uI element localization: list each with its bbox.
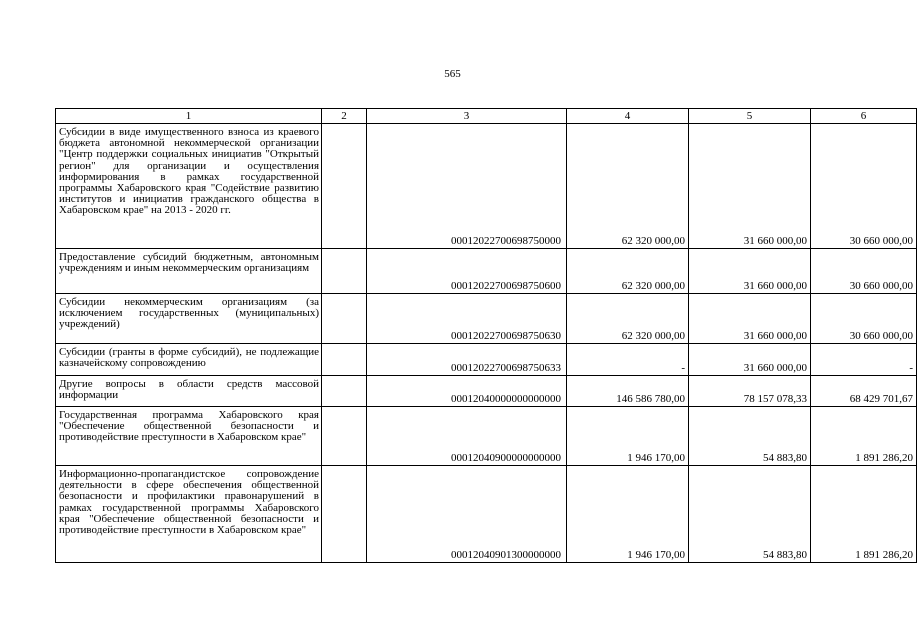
row-code: 00012022700698750000 [367, 124, 567, 249]
row-value-6: - [811, 344, 917, 376]
row-value-5: 78 157 078,33 [689, 376, 811, 407]
page-number: 565 [444, 68, 461, 80]
row-col2 [322, 407, 367, 466]
column-header: 2 [322, 109, 367, 124]
row-col2 [322, 344, 367, 376]
table-row [56, 294, 917, 344]
row-name: Информационно-пропагандистское сопровождение деятельности в сфере обеспечения общественной безопасности и профилактики правонарушений в рамках государственной программы Хабаровского края "Обеспечение общественной безопасности и противодействие преступности в Хабаровском крае" [56, 466, 322, 563]
column-header: 4 [567, 109, 689, 124]
table-header-row [56, 109, 917, 124]
table-row [56, 344, 917, 376]
column-header: 6 [811, 109, 917, 124]
column-header: 5 [689, 109, 811, 124]
row-col2 [322, 294, 367, 344]
row-value-6: 1 891 286,20 [811, 407, 917, 466]
row-value-6: 68 429 701,67 [811, 376, 917, 407]
row-col2 [322, 124, 367, 249]
row-col2 [322, 376, 367, 407]
row-name: Другие вопросы в области средств массовой информации [56, 376, 322, 407]
row-code: 00012022700698750630 [367, 294, 567, 344]
row-value-4: 62 320 000,00 [567, 249, 689, 294]
table-row [56, 124, 917, 249]
table-row [56, 407, 917, 466]
row-value-4: 62 320 000,00 [567, 294, 689, 344]
row-value-5: 54 883,80 [689, 407, 811, 466]
row-name: Предоставление субсидий бюджетным, автономным учреждениям и иным некоммерческим организациям [56, 249, 322, 294]
column-header: 1 [56, 109, 322, 124]
row-value-4: 146 586 780,00 [567, 376, 689, 407]
row-code: 00012022700698750633 [367, 344, 567, 376]
row-code: 00012040900000000000 [367, 407, 567, 466]
row-col2 [322, 466, 367, 563]
row-value-6: 1 891 286,20 [811, 466, 917, 563]
row-value-4: - [567, 344, 689, 376]
row-value-5: 31 660 000,00 [689, 249, 811, 294]
budget-table [55, 108, 917, 563]
row-value-5: 31 660 000,00 [689, 344, 811, 376]
table-row [56, 376, 917, 407]
row-name: Государственная программа Хабаровского края "Обеспечение общественной безопасности и противодействие преступности в Хабаровском крае" [56, 407, 322, 466]
row-col2 [322, 249, 367, 294]
row-name: Субсидии в виде имущественного взноса из краевого бюджета автономной некоммерческой организации "Центр поддержки социальных инициатив "Открытый регион" для организации и осуществления информирования в рамках государственной программы Хабаровского края "Содействие развитию институтов и инициатив гражданского общества в Хабаровском крае" на 2013 - 2020 гг. [56, 124, 322, 249]
row-value-5: 54 883,80 [689, 466, 811, 563]
row-name: Субсидии некоммерческим организациям (за исключением государственных (муниципальных) учреждений) [56, 294, 322, 344]
table-row [56, 466, 917, 563]
row-value-4: 1 946 170,00 [567, 407, 689, 466]
table-row [56, 249, 917, 294]
row-code: 00012040901300000000 [367, 466, 567, 563]
row-value-4: 1 946 170,00 [567, 466, 689, 563]
row-value-5: 31 660 000,00 [689, 294, 811, 344]
column-header: 3 [367, 109, 567, 124]
row-value-6: 30 660 000,00 [811, 294, 917, 344]
row-value-5: 31 660 000,00 [689, 124, 811, 249]
row-name: Субсидии (гранты в форме субсидий), не подлежащие казначейскому сопровождению [56, 344, 322, 376]
row-code: 00012040000000000000 [367, 376, 567, 407]
row-value-6: 30 660 000,00 [811, 249, 917, 294]
row-value-6: 30 660 000,00 [811, 124, 917, 249]
row-code: 00012022700698750600 [367, 249, 567, 294]
row-value-4: 62 320 000,00 [567, 124, 689, 249]
